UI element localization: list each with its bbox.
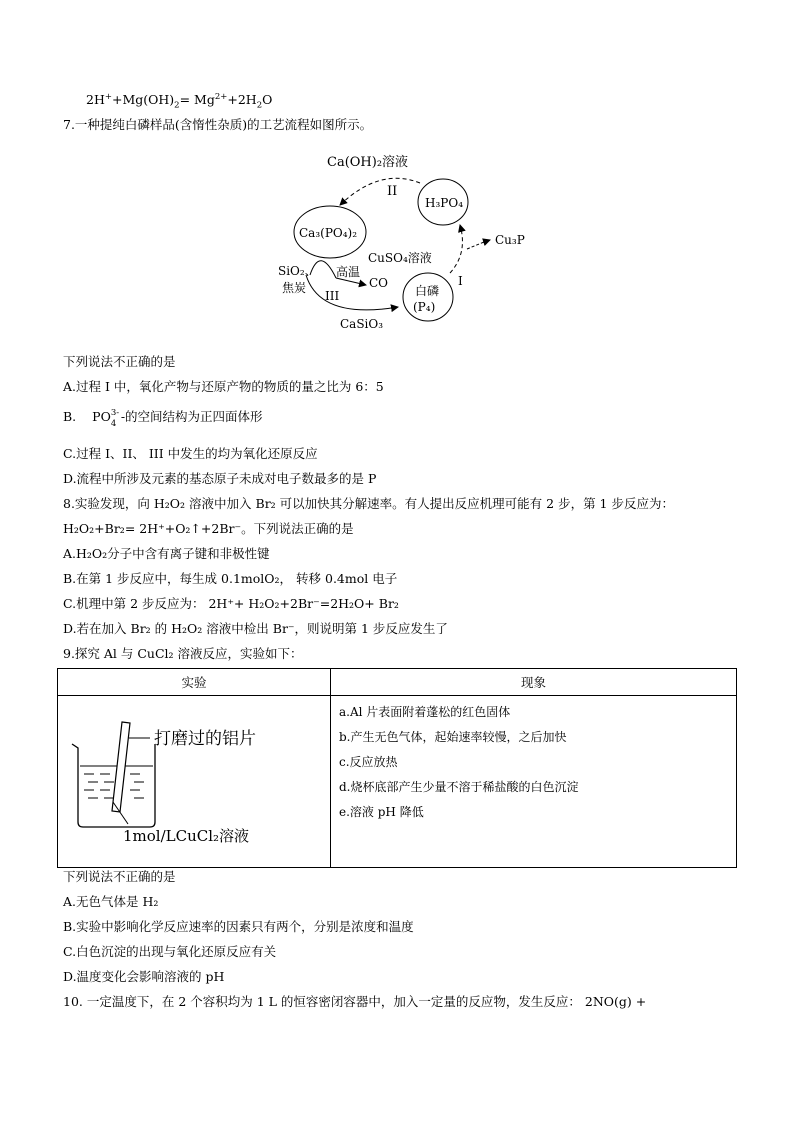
experiment-cell xyxy=(58,696,331,868)
phenomenon-cell xyxy=(331,696,737,868)
gaowen-label: 高温 xyxy=(336,265,361,279)
q7-option-c: C.过程 I、II、 III 中发生的均为氧化还原反应 xyxy=(63,446,318,461)
step1-label: I xyxy=(458,274,463,288)
q8-line1: 8.实验发现，向 H₂O₂ 溶液中加入 Br₂ 可以加快其分解速率。有人提出反应机理可能有 2 步，第 1 步反应为： xyxy=(63,496,674,511)
q9-option-b: B.实验中影响化学反应速率的因素只有两个，分别是浓度和温度 xyxy=(63,919,414,934)
q7-option-d: D.流程中所涉及元素的基态原子未成对电子数最多的是 P xyxy=(63,471,377,486)
step1-arrow xyxy=(450,225,462,273)
solution-label: 1mol/LCuCl₂溶液 xyxy=(123,827,250,845)
q7-option-b: B. PO 3- 4 -的空间结构为正四面体形 xyxy=(63,408,263,429)
beaker xyxy=(72,744,155,827)
q8-option-b: B.在第 1 步反应中，每生成 0.1molO₂， 转移 0.4mol 电子 xyxy=(63,571,398,586)
step2-arrow xyxy=(340,178,420,205)
obs-e: e.溶液 pH 降低 xyxy=(339,805,424,819)
q9-title: 9.探究 Al 与 CuCl₂ 溶液反应，实验如下： xyxy=(63,646,303,661)
top-equation: $2H^++Mg(OH)_2= Mg^{2+}+2H_2O$ xyxy=(86,91,273,111)
q8-option-d: D.若在加入 Br₂ 的 H₂O₂ 溶液中检出 Br⁻，则说明第 1 步反应发生了 xyxy=(63,621,448,636)
q7-stem: 下列说法不正确的是 xyxy=(63,354,176,369)
caoh2-label: Ca(OH)₂溶液 xyxy=(327,155,409,170)
h3po4-label: H₃PO₄ xyxy=(425,196,463,210)
q9-experiment-table xyxy=(57,668,737,868)
q7-flow-diagram xyxy=(270,145,540,335)
co-arrow xyxy=(336,278,366,285)
cu3p-arrow-head xyxy=(484,240,490,242)
q9-option-c: C.白色沉淀的出现与氧化还原反应有关 xyxy=(63,944,277,959)
baipin-label: 白磷 xyxy=(415,284,440,298)
q7-title: 7.一种提纯白磷样品(含惰性杂质)的工艺流程如图所示。 xyxy=(63,117,373,132)
cuso4-label: CuSO₄溶液 xyxy=(368,251,432,265)
sio2-label: SiO₂、 xyxy=(278,264,317,278)
p4-label: (P₄) xyxy=(413,300,436,314)
obs-a: a.Al 片表面附着蓬松的红色固体 xyxy=(339,705,511,719)
ca3po4-label: Ca₃(PO₄)₂ xyxy=(299,226,358,240)
coke-label: 焦炭 xyxy=(282,281,307,295)
al-label: 打磨过的铝片 xyxy=(154,729,256,749)
q8-option-a: A.H₂O₂分子中含有离子键和非极性键 xyxy=(63,546,270,561)
co-label: CO xyxy=(369,276,389,290)
aluminum-strip xyxy=(112,722,130,812)
col-phenomenon-header: 现象 xyxy=(331,669,737,696)
obs-b: b.产生无色气体，起始速率较慢，之后加快 xyxy=(339,730,567,744)
step2-label: II xyxy=(387,184,398,199)
q8-option-c: C.机理中第 2 步反应为： 2H⁺+ H₂O₂+2Br⁻=2H₂O+ Br₂ xyxy=(63,596,399,611)
q8-line2: H₂O₂+Br₂= 2H⁺+O₂↑+2Br⁻。下列说法正确的是 xyxy=(63,521,354,536)
q9-option-a: A.无色气体是 H₂ xyxy=(63,894,159,909)
q9-stem: 下列说法不正确的是 xyxy=(63,869,176,884)
step3-label: III xyxy=(325,289,340,303)
q9-option-d: D.温度变化会影响溶液的 pH xyxy=(63,969,225,984)
beaker-illustration xyxy=(58,696,328,864)
col-experiment-header: 实验 xyxy=(58,669,331,696)
cu3p-arrow xyxy=(467,242,484,249)
q10-line1: 10. 一定温度下，在 2 个容积均为 1 L 的恒容密闭容器中，加入一定量的反应物，发生反应： 2NO(g) + xyxy=(63,994,647,1009)
obs-c: c.反应放热 xyxy=(339,755,398,769)
casio3-label: CaSiO₃ xyxy=(340,317,384,331)
q7-option-a: A.过程 I 中，氧化产物与还原产物的物质的量之比为 6：5 xyxy=(63,379,384,394)
cu3p-label: Cu₃P xyxy=(495,233,525,247)
obs-d: d.烧杯底部产生少量不溶于稀盐酸的白色沉淀 xyxy=(339,780,579,794)
